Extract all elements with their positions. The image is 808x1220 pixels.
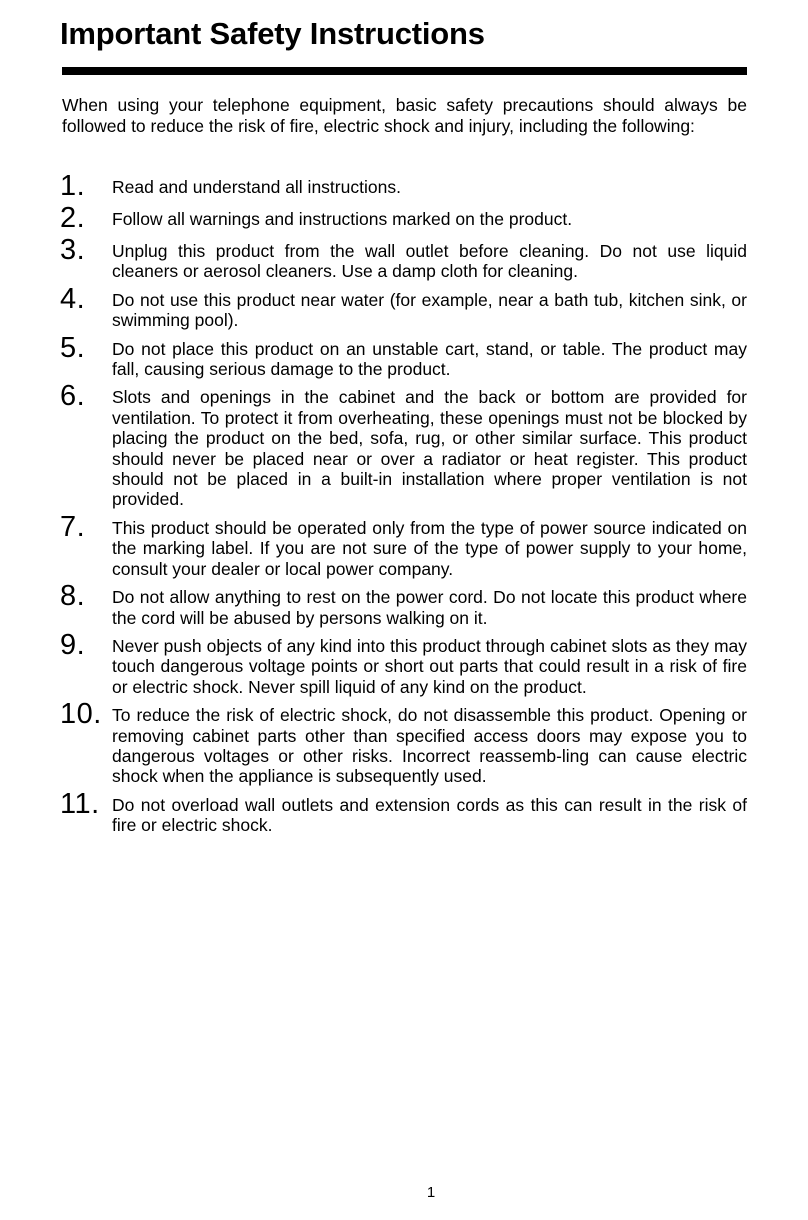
instruction-number: 2. <box>60 202 86 234</box>
instruction-text: To reduce the risk of electric shock, do not disassemble this product. Opening or removing cabinet parts other than specified access doors may expose you to dangerous voltages or other risks. Incorrect reassemb-ling can cause electric shock when the appliance is subsequently used. <box>112 705 747 787</box>
instruction-item-7 <box>60 511 747 579</box>
instruction-number: 6. <box>60 380 86 413</box>
instruction-number: 5. <box>60 331 86 364</box>
instruction-item-3 <box>60 234 747 282</box>
instruction-number: 7. <box>60 510 86 543</box>
instruction-text: Read and understand all instructions. <box>112 177 401 197</box>
instructions-list <box>60 170 747 837</box>
instruction-item-11 <box>60 788 747 836</box>
instruction-item-10 <box>60 698 747 787</box>
instruction-text: This product should be operated only from the type of power source indicated on the marking label. If you are not sure of the type of power supply to your home, consult your dealer or local power company. <box>112 517 747 579</box>
instruction-text: Unplug this product from the wall outlet before cleaning. Do not use liquid cleaners or aerosol cleaners. Use a damp cloth for cleaning. <box>112 241 747 282</box>
instruction-number: 8. <box>60 580 86 613</box>
instruction-number: 10. <box>60 698 102 731</box>
instruction-number: 3. <box>60 234 86 266</box>
instruction-text: Do not overload wall outlets and extension cords as this can result in the risk of fire or electric shock. <box>112 794 747 836</box>
instruction-number: 4. <box>60 282 86 315</box>
instruction-text: Do not use this product near water (for example, near a bath tub, kitchen sink, or swimming pool). <box>112 289 747 331</box>
instruction-text: Do not place this product on an unstable cart, stand, or table. The product may fall, causing serious damage to the product. <box>112 338 747 380</box>
title-rule <box>62 67 747 75</box>
instruction-item-6 <box>60 380 747 509</box>
instruction-number: 11. <box>60 787 100 820</box>
instruction-item-9 <box>60 629 747 697</box>
instruction-text: Do not allow anything to rest on the power cord. Do not locate this product where the cord will be abused by persons walking on it. <box>112 587 747 628</box>
instruction-number: 1. <box>60 170 86 202</box>
page-number: 1 <box>426 1184 436 1201</box>
instruction-text: Slots and openings in the cabinet and the back or bottom are provided for ventilation. To protect it from overheating, these openings must not be blocked by placing the product on the bed, sofa, rug, or other similar surface. This product should never be placed near or over a radiator or heat register. This product should not be placed in a built-in installation where proper ventilation is not provided. <box>112 387 747 510</box>
instruction-item-8 <box>60 580 747 628</box>
instruction-item-5 <box>60 332 747 380</box>
instruction-number: 9. <box>60 628 86 661</box>
instruction-text: Never push objects of any kind into this product through cabinet slots as they may touch dangerous voltage points or short out parts that could result in a risk of fire or electric shock. Never spill liquid of any kind on the product. <box>112 635 747 697</box>
intro-paragraph: When using your telephone equipment, basic safety precautions should always be followed to reduce the risk of fire, electric shock and injury, including the following: <box>62 95 747 136</box>
instruction-item-2 <box>60 202 747 233</box>
instruction-text: Follow all warnings and instructions marked on the product. <box>112 209 573 229</box>
instruction-item-4 <box>60 283 747 331</box>
instruction-item-1 <box>60 170 747 201</box>
page-title: Important Safety Instructions <box>60 16 485 51</box>
